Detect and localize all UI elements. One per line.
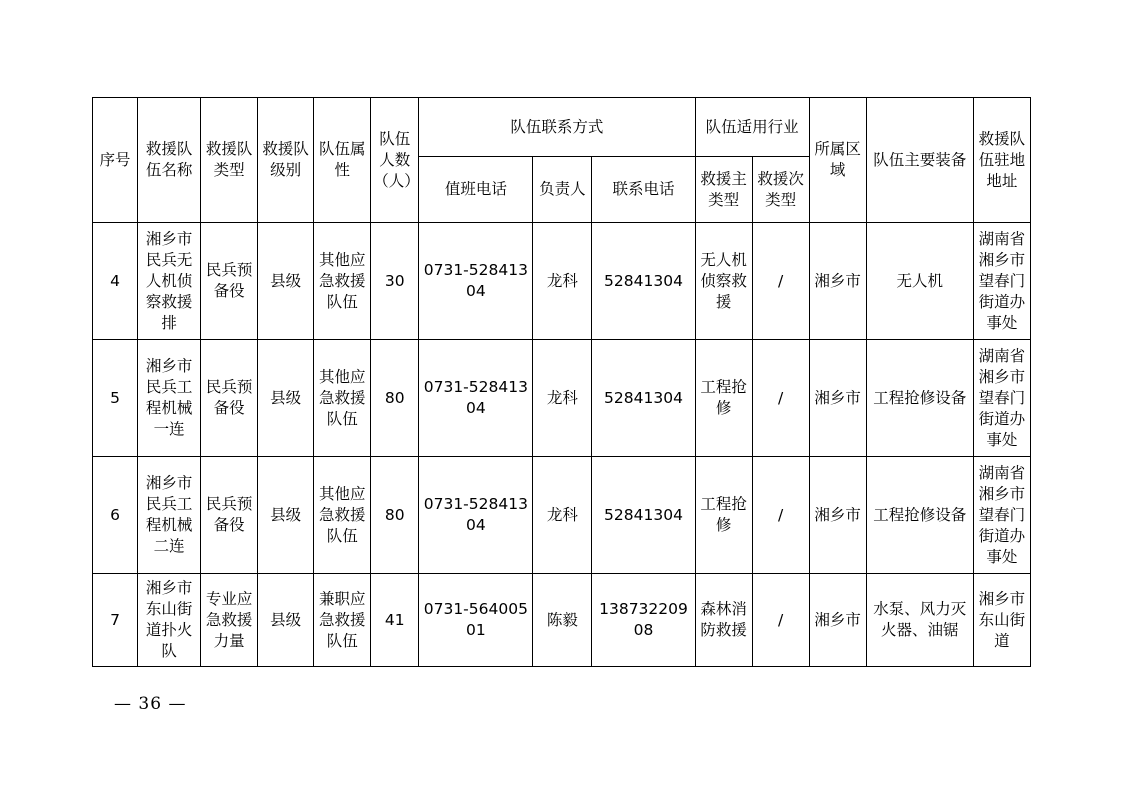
cell-equipment: 工程抢修设备 — [866, 457, 973, 574]
cell-sub-type: / — [752, 574, 809, 667]
header-address: 救援队伍驻地地址 — [973, 98, 1030, 223]
cell-sub-type: / — [752, 223, 809, 340]
header-row-1 — [93, 98, 1031, 157]
cell-person: 陈毅 — [533, 574, 592, 667]
cell-address: 湖南省湘乡市望春门街道办事处 — [973, 223, 1030, 340]
header-count: 队伍人数（人） — [371, 98, 419, 223]
header-person: 负责人 — [533, 157, 592, 223]
cell-area: 湘乡市 — [809, 457, 866, 574]
cell-attr: 其他应急救援队伍 — [314, 340, 371, 457]
cell-level: 县级 — [258, 457, 314, 574]
cell-main-type: 森林消防救援 — [695, 574, 752, 667]
header-phone: 联系电话 — [592, 157, 695, 223]
cell-address: 湘乡市东山街道 — [973, 574, 1030, 667]
cell-count: 80 — [371, 457, 419, 574]
cell-equipment: 水泵、风力灭火器、油锯 — [866, 574, 973, 667]
cell-count: 80 — [371, 340, 419, 457]
page-number: — 36 — — [114, 694, 187, 714]
cell-phone: 52841304 — [592, 340, 695, 457]
cell-phone: 52841304 — [592, 223, 695, 340]
cell-person: 龙科 — [533, 340, 592, 457]
cell-duty-phone: 0731-52841304 — [419, 457, 533, 574]
cell-sub-type: / — [752, 340, 809, 457]
cell-name: 湘乡市民兵无人机侦察救援排 — [138, 223, 201, 340]
header-duty-phone: 值班电话 — [419, 157, 533, 223]
cell-person: 龙科 — [533, 457, 592, 574]
cell-attr: 兼职应急救援队伍 — [314, 574, 371, 667]
header-name: 救援队伍名称 — [138, 98, 201, 223]
cell-name: 湘乡市民兵工程机械一连 — [138, 340, 201, 457]
cell-level: 县级 — [258, 574, 314, 667]
cell-type: 专业应急救援力量 — [201, 574, 258, 667]
cell-address: 湖南省湘乡市望春门街道办事处 — [973, 457, 1030, 574]
cell-area: 湘乡市 — [809, 574, 866, 667]
header-main-type: 救援主类型 — [695, 157, 752, 223]
cell-duty-phone: 0731-56400501 — [419, 574, 533, 667]
cell-phone: 52841304 — [592, 457, 695, 574]
table-row — [93, 574, 1031, 667]
header-seq: 序号 — [93, 98, 138, 223]
header-sub-type: 救援次类型 — [752, 157, 809, 223]
cell-area: 湘乡市 — [809, 340, 866, 457]
rescue-team-table — [92, 97, 1031, 667]
cell-equipment: 工程抢修设备 — [866, 340, 973, 457]
cell-area: 湘乡市 — [809, 223, 866, 340]
cell-type: 民兵预备役 — [201, 223, 258, 340]
cell-duty-phone: 0731-52841304 — [419, 223, 533, 340]
cell-address: 湖南省湘乡市望春门街道办事处 — [973, 340, 1030, 457]
cell-attr: 其他应急救援队伍 — [314, 457, 371, 574]
cell-attr: 其他应急救援队伍 — [314, 223, 371, 340]
cell-type: 民兵预备役 — [201, 340, 258, 457]
cell-duty-phone: 0731-52841304 — [419, 340, 533, 457]
cell-seq: 5 — [93, 340, 138, 457]
table-row — [93, 340, 1031, 457]
cell-level: 县级 — [258, 340, 314, 457]
cell-seq: 4 — [93, 223, 138, 340]
header-level: 救援队级别 — [258, 98, 314, 223]
header-type: 救援队类型 — [201, 98, 258, 223]
cell-equipment: 无人机 — [866, 223, 973, 340]
cell-seq: 7 — [93, 574, 138, 667]
cell-name: 湘乡市东山街道扑火队 — [138, 574, 201, 667]
cell-count: 30 — [371, 223, 419, 340]
header-attr: 队伍属性 — [314, 98, 371, 223]
table-row — [93, 457, 1031, 574]
cell-seq: 6 — [93, 457, 138, 574]
table-row — [93, 223, 1031, 340]
cell-level: 县级 — [258, 223, 314, 340]
header-equipment: 队伍主要装备 — [866, 98, 973, 223]
header-contact-group: 队伍联系方式 — [419, 98, 695, 157]
cell-type: 民兵预备役 — [201, 457, 258, 574]
cell-phone: 13873220908 — [592, 574, 695, 667]
cell-sub-type: / — [752, 457, 809, 574]
cell-person: 龙科 — [533, 223, 592, 340]
cell-count: 41 — [371, 574, 419, 667]
cell-name: 湘乡市民兵工程机械二连 — [138, 457, 201, 574]
cell-main-type: 无人机侦察救援 — [695, 223, 752, 340]
cell-main-type: 工程抢修 — [695, 457, 752, 574]
header-area: 所属区域 — [809, 98, 866, 223]
cell-main-type: 工程抢修 — [695, 340, 752, 457]
header-industry-group: 队伍适用行业 — [695, 98, 809, 157]
